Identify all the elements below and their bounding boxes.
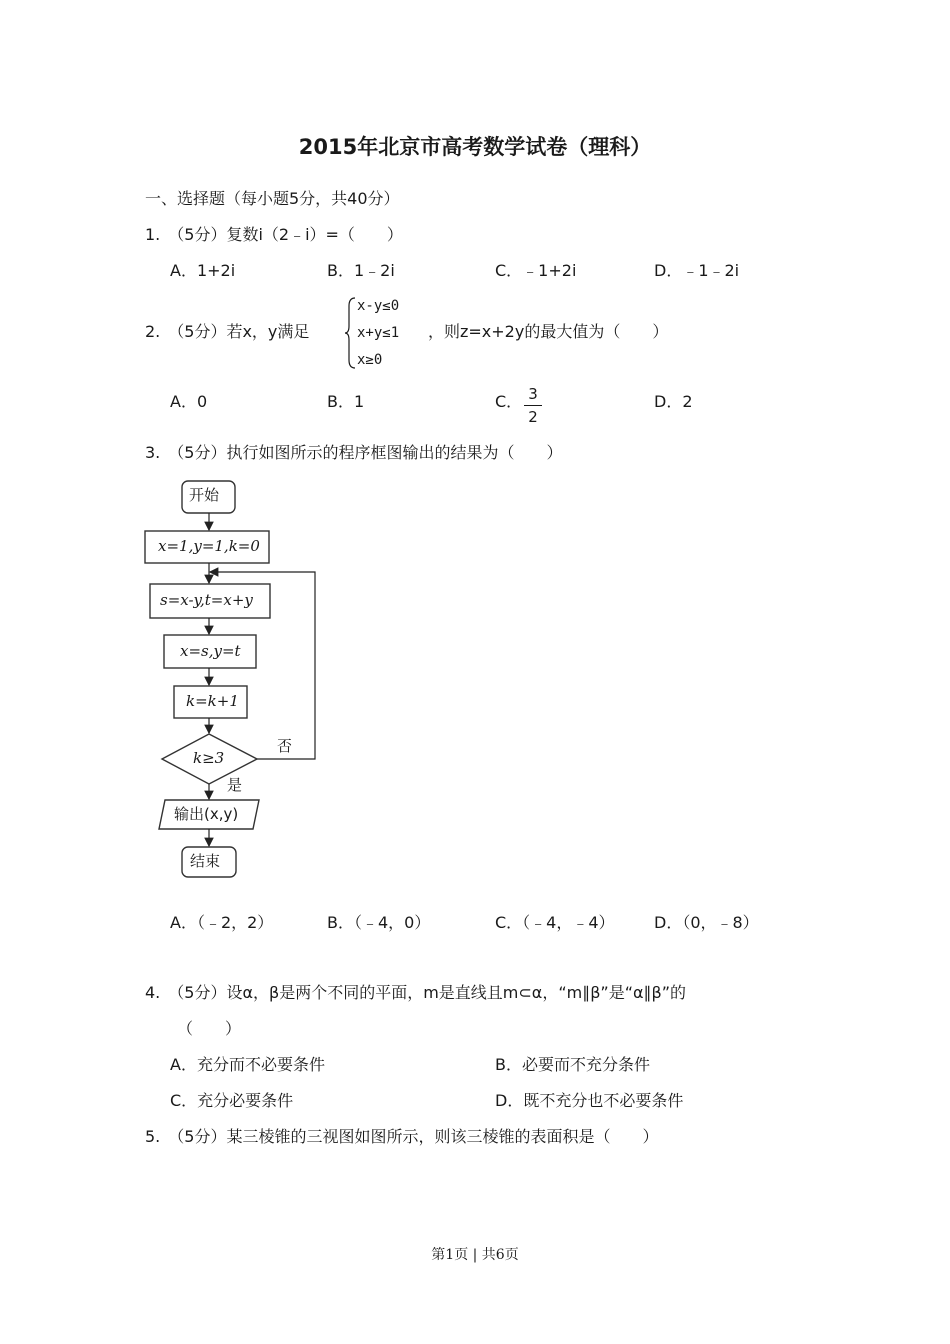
q1-option-a: A．1+2i bbox=[170, 261, 236, 280]
q2-option-a: A．0 bbox=[170, 392, 208, 411]
page-title: 2015年北京市高考数学试卷（理科） bbox=[298, 135, 652, 159]
flow-yes-label: 是 bbox=[227, 776, 243, 794]
flow-condition-label: k≥3 bbox=[193, 749, 225, 767]
constraint-2: x+y≤1 bbox=[357, 325, 400, 341]
flow-end-label: 结束 bbox=[190, 852, 221, 870]
flow-start-label: 开始 bbox=[189, 486, 220, 504]
constraint-3: x≥0 bbox=[357, 352, 383, 368]
fraction-denominator: 2 bbox=[528, 408, 538, 426]
flow-output-label: 输出(x,y) bbox=[174, 805, 239, 823]
q3-option-c: C．（﹣4，﹣4） bbox=[495, 913, 615, 932]
flow-step3-label: k=k+1 bbox=[186, 692, 239, 710]
program-flowchart bbox=[140, 478, 340, 883]
q3-option-d: D．（0，﹣8） bbox=[654, 913, 759, 932]
q2-option-c-label: C． bbox=[495, 392, 523, 411]
q2-option-b: B．1 bbox=[327, 392, 365, 411]
question-2-suffix: ，则z=x+2y的最大值为（ ） bbox=[428, 322, 669, 341]
q1-option-b: B．1﹣2i bbox=[327, 261, 395, 280]
question-5-stem: 5. （5分）某三棱锥的三视图如图所示，则该三棱锥的表面积是（ ） bbox=[145, 1127, 659, 1146]
q4-option-b: B．必要而不充分条件 bbox=[495, 1055, 650, 1074]
q3-option-a: A．（﹣2，2） bbox=[170, 913, 274, 932]
flow-init-label: x=1,y=1,k=0 bbox=[158, 537, 260, 555]
flow-step1-label: s=x-y,t=x+y bbox=[160, 591, 253, 609]
q1-option-d: D．﹣1﹣2i bbox=[654, 261, 740, 280]
question-1-stem: 1. （5分）复数i（2﹣i）=（ ） bbox=[145, 225, 403, 244]
q3-option-b: B．（﹣4，0） bbox=[327, 913, 431, 932]
fraction-numerator: 3 bbox=[528, 385, 538, 403]
q4-option-a: A．充分而不必要条件 bbox=[170, 1055, 325, 1074]
flow-no-label: 否 bbox=[277, 737, 293, 755]
question-4-stem: 4. （5分）设α，β是两个不同的平面，m是直线且m⊂α，“m∥β”是“α∥β”的 bbox=[145, 983, 687, 1002]
constraint-system bbox=[345, 296, 425, 370]
question-4-paren: （ ） bbox=[177, 1019, 242, 1038]
q4-option-c: C．充分必要条件 bbox=[170, 1091, 294, 1110]
q2-option-c-fraction bbox=[524, 385, 542, 426]
section-heading: 一、选择题（每小题5分，共40分） bbox=[145, 189, 400, 208]
q4-option-d: D．既不充分也不必要条件 bbox=[495, 1091, 684, 1110]
page-footer: 第1页 | 共6页 bbox=[431, 1247, 519, 1263]
q1-option-c: C．﹣1+2i bbox=[495, 261, 577, 280]
constraint-1: x-y≤0 bbox=[357, 298, 400, 314]
left-brace-icon bbox=[345, 296, 357, 370]
fraction-bar bbox=[524, 405, 542, 406]
q2-option-d: D．2 bbox=[654, 392, 693, 411]
flow-step2-label: x=s,y=t bbox=[180, 642, 241, 660]
question-3-stem: 3. （5分）执行如图所示的程序框图输出的结果为（ ） bbox=[145, 443, 563, 462]
question-2-prefix: 2. （5分）若x，y满足 bbox=[145, 322, 310, 341]
